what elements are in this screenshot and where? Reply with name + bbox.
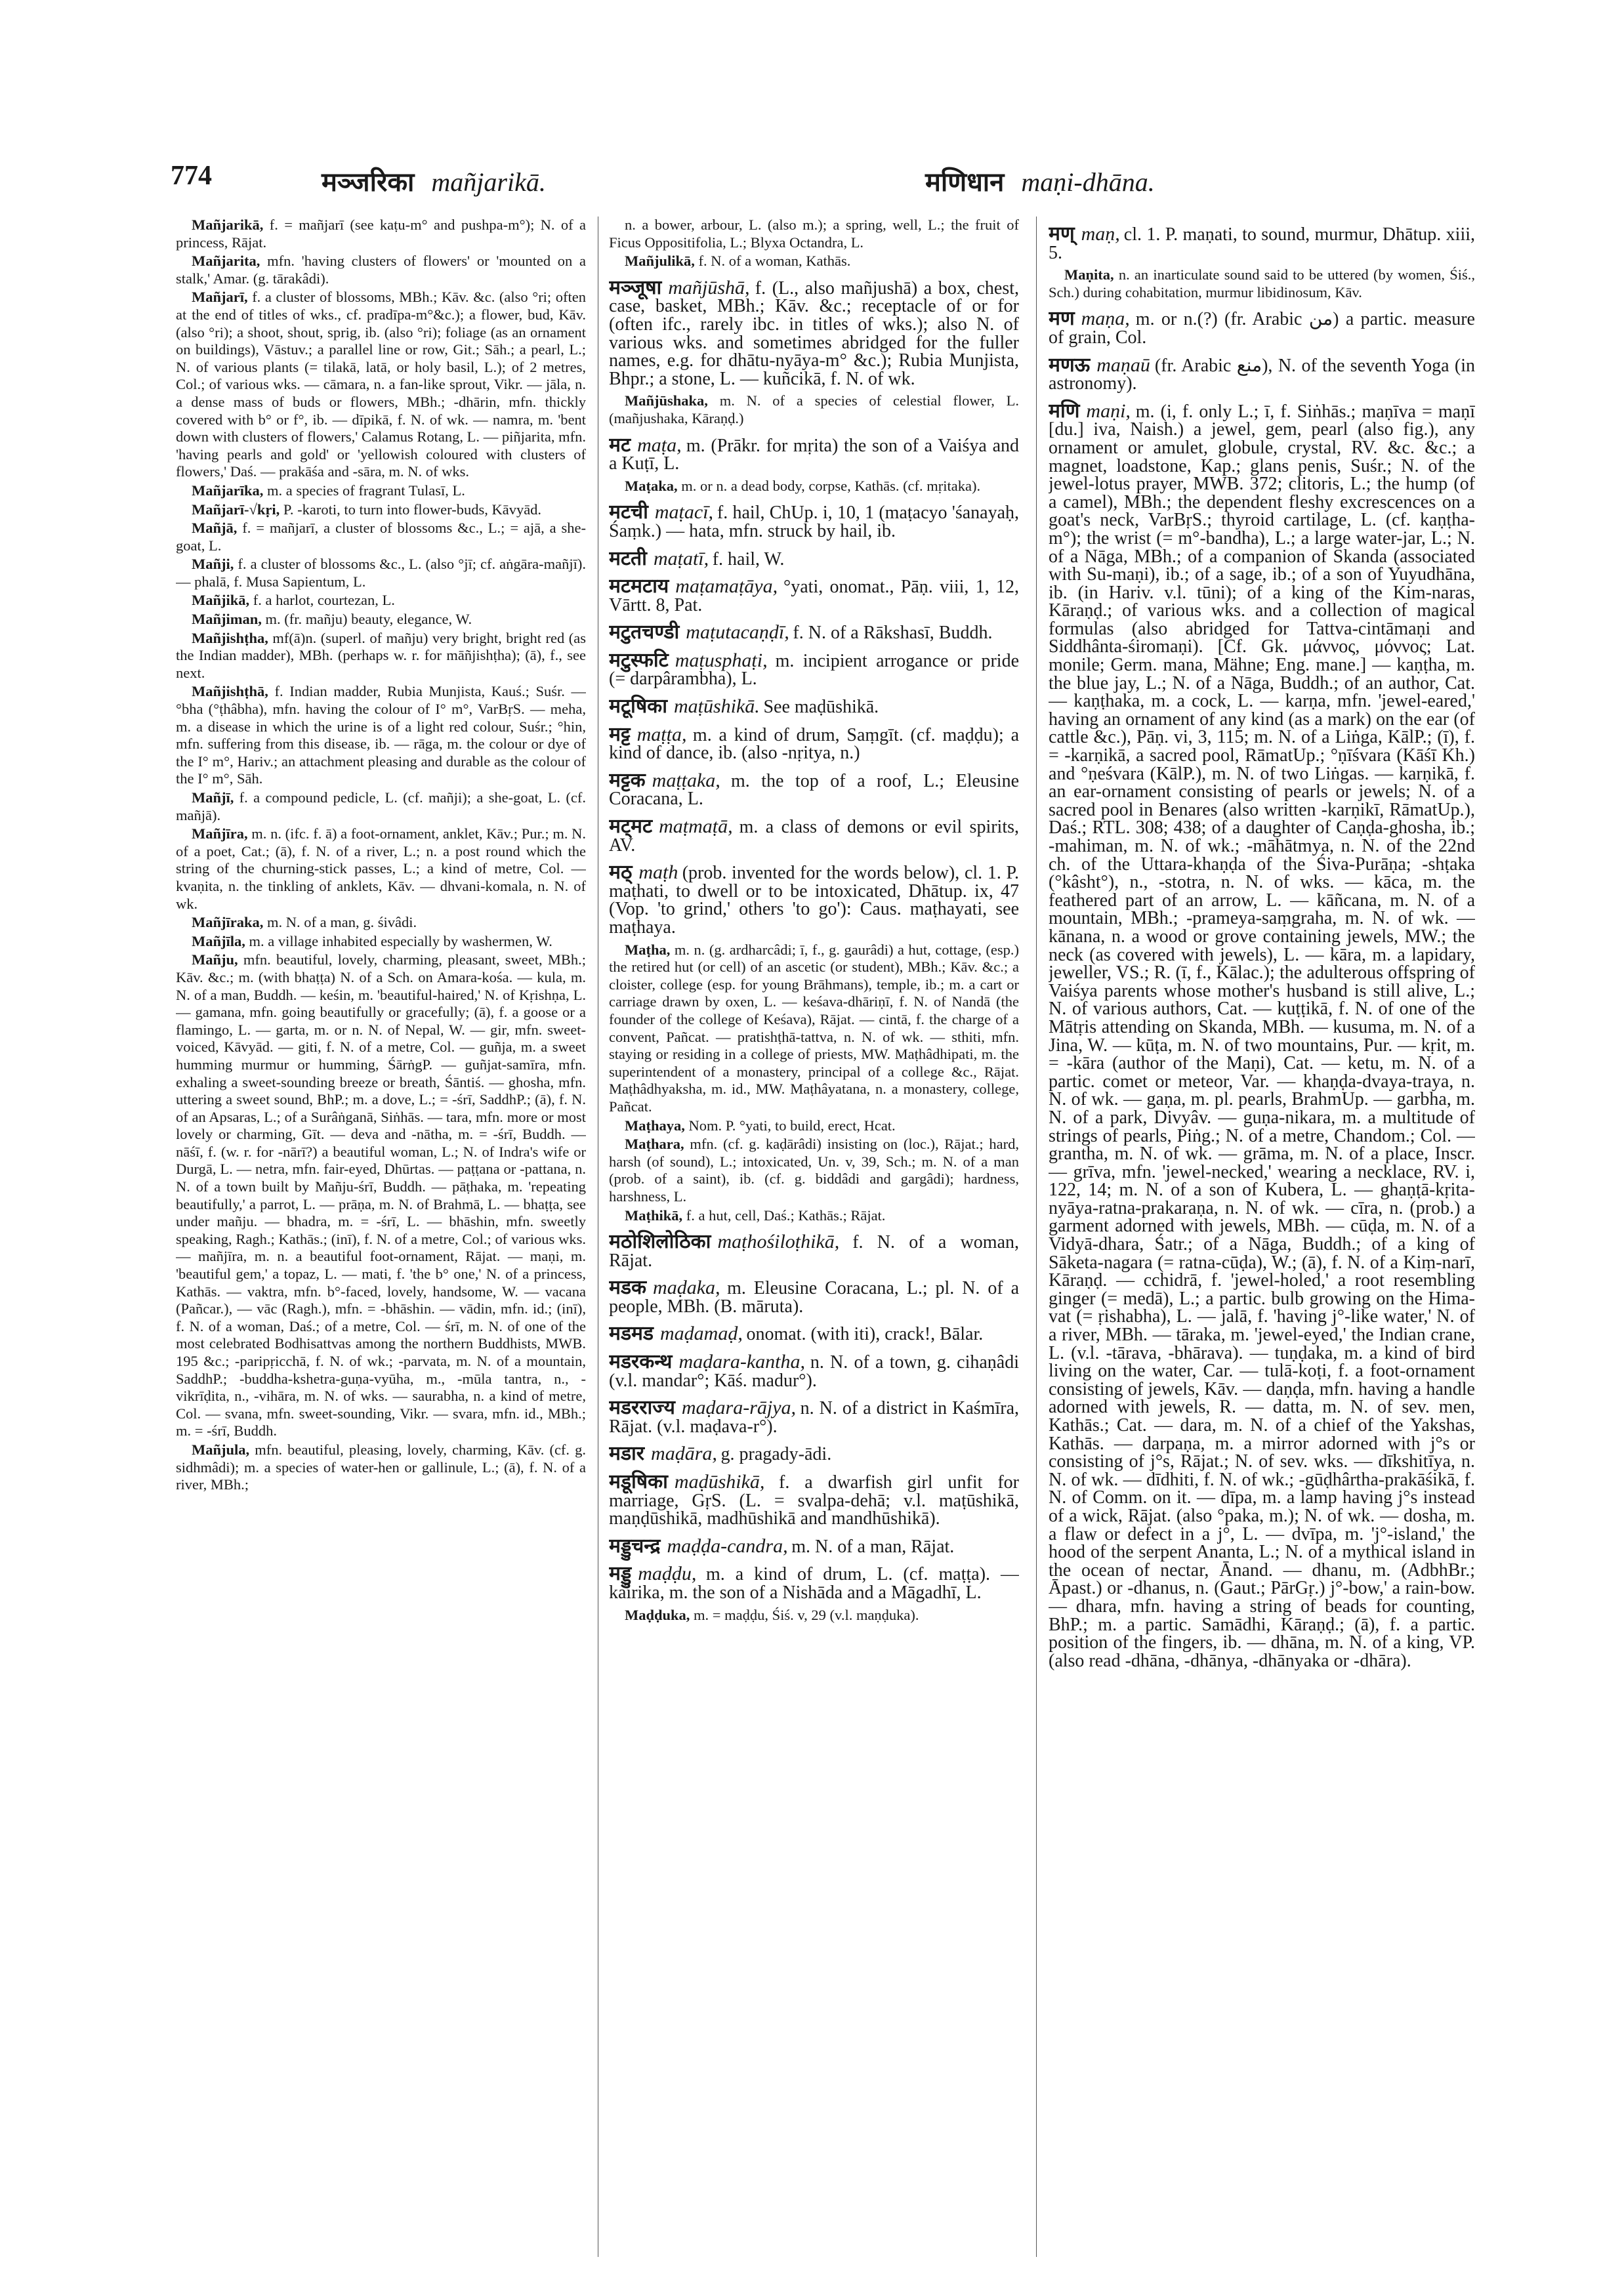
- entry-headword: Mañji,: [192, 556, 234, 573]
- entry-transliteration: maḍara-rājya,: [681, 1397, 797, 1419]
- dictionary-entry: [609, 575, 1019, 615]
- entry-definition: f. a cluster of blossoms &c., L. (also °jī; cf. aṅgāra-mañjī). — phalā, f. Musa Sapientum, L.: [176, 556, 586, 590]
- entry-headword: Mañjīraka,: [192, 914, 264, 931]
- column-3: [1049, 217, 1475, 2257]
- entry-definition: f. = mañjarī (see kaṭu-m° and pushpa-m°); N. of a princess, Rājat.: [176, 217, 586, 251]
- left-guide-translit: mañjarikā.: [431, 167, 546, 197]
- entry-definition: mfn. 'having clusters of flowers' or 'mounted on a stalk,' Amar. (g. tārakâdi).: [176, 253, 586, 287]
- dictionary-entry: [176, 683, 586, 788]
- entry-transliteration: maṭamaṭāya,: [675, 575, 778, 598]
- dictionary-entry: [609, 1471, 1019, 1529]
- dictionary-entry: [176, 914, 586, 932]
- dictionary-entry: [609, 392, 1019, 427]
- entry-definition: f. a harlot, courtezan, L.: [253, 592, 395, 609]
- entry-headword: Mañjishṭhā,: [192, 683, 268, 700]
- entry-devanagari: मणि: [1049, 400, 1080, 422]
- entry-headword: Mañjarīka,: [192, 482, 264, 499]
- right-guide-devanagari: मणिधान: [925, 167, 1005, 197]
- entry-devanagari: मट्मट: [609, 816, 653, 838]
- entry-transliteration: maḍūshikā,: [674, 1471, 765, 1493]
- entry-headword: Mañjūshaka,: [625, 392, 708, 409]
- left-guide-word: [322, 163, 546, 199]
- page-header: [171, 156, 1476, 202]
- entry-definition: f. a cluster of blossoms, MBh.; Kāv. &c. (also °ri; often at the end of titles of wks., cf. pradīpa-m°&c.); a flower, bud, Kāv. (also °ri); a shoot, shout, sprig, ib. (also °ri); foliage (as an ornament on buildings), Vāstuv.; a parallel line or row, Git.; Sāh.; a pearl, L.; N. of various plants (= tilakā, latā, or holy basil, L.); of 2 metres, Col.; of various wks. — cāmara, n. a fan-like sprout, Vikr. — jāla, n. a dense mass of buds or flowers, MBh.; -dhārin, mfn. thickly covered with b° or f°, ib. — dīpikā, f. N. of wk. — namra, m. 'bent down with clusters of flowers,' Calamus Rotang, L. — piñjarita, mfn. 'having pearls and gold' or 'yellowish coloured with clusters of flowers,' Daś. — prakāśa and -sāra, m. N. of wks.: [176, 289, 586, 480]
- dictionary-entry: [609, 941, 1019, 1116]
- entry-definition: f. a hut, cell, Daś.; Kathās.; Rājat.: [686, 1207, 886, 1224]
- dictionary-entry: [1049, 223, 1475, 263]
- entry-definition: Nom. P. °yati, to build, erect, Hcat.: [688, 1117, 896, 1134]
- entry-definition: m. a species of fragrant Tulasī, L.: [267, 482, 465, 499]
- entry-transliteration: maṇaū: [1096, 354, 1150, 376]
- entry-devanagari: मड्डुचन्द्र: [609, 1535, 661, 1557]
- entry-headword: Mañjarita,: [192, 253, 260, 270]
- entry-definition: m. or n. a dead body, corpse, Kathās. (cf. mṛitaka).: [681, 477, 981, 494]
- entry-transliteration: maṭatī,: [653, 547, 709, 569]
- page-number: 774: [171, 161, 212, 191]
- dictionary-entry: [609, 1399, 1019, 1436]
- entry-devanagari: मट: [609, 434, 631, 456]
- dictionary-entry: [609, 1233, 1019, 1270]
- dictionary-entry: [609, 434, 1019, 474]
- dictionary-entry: [176, 556, 586, 590]
- entry-devanagari: मठोशिलोठिका: [609, 1231, 711, 1253]
- entry-definition: m. incipient arrogance or pride (= darpârambha), L.: [609, 650, 1019, 690]
- entry-devanagari: मण: [1049, 308, 1075, 330]
- entry-transliteration: maṭmaṭā,: [659, 816, 733, 838]
- entry-definition: mfn. beautiful, lovely, charming, pleasant, sweet, MBh.; Kāv. &c.; m. (with bhaṭṭa) N. of a Sch. on Amara-kośa. — kula, m. N. of a man, Buddh. — keśin, m. 'beautiful-haired,' N. of Kṛishṇa, L. — gamana, mfn. going beautifully or gracefully; (ā), f. a goose or a flamingo, L. — garta, m. or n. N. of Nepal, W. — gir, mfn. sweet-voiced, Kāvyād. — giti, f. N. of a metre, Col. — guñja, m. a sweet humming murmur or humming, ŚārṅgP. — guñjat-samīra, mfn. exhaling a sweet-sounding breeze or breath, Śāntiś. — ghosha, mfn. uttering a sweet sound, BhP.; m. a dove, L.; = -śrī, SaddhP.; (ā), f. N. of an Apsaras, L.; of a Surâṅganā, Siṅhās. — tara, mfn. more or most lovely or charming, Gīt. — deva and -nātha, m. = -śrī, Buddh. — nāśī, f. (w. r. for -nārī?) a beautiful woman, L.; N. of Indra's wife or Durgā, L. — netra, mfn. fair-eyed, Dhūrtas. — paṭṭana or -pattana, n. N. of a town built by Mañju-śrī, Buddh. — pāṭhaka, m. 'repeating beautifully,' a parrot, L. — prāṇa, m. N. of Brahmā, L. — bhaṭṭa, see under mañju. — bhadra, m. = -śrī, L. — bhāshin, mfn. sweetly speaking, Ragh.; Kathās.; (inī), f. N. of a metre, Col.; of various wks. — mañjīra, m. n. a beautiful foot-ornament, Rājat. — maṇi, m. 'beautiful gem,' a topaz, L. — mati, f. 'the b° one,' N. of a princess, Kathās. — vaktra, mfn. b°-faced, lovely, handsome, W. — vacana (Pañcar.), — vāc (Ragh.), mfn. = -bhāshin. — vādin, mfn. id.; (inī), f. N. of a woman, Daś.; of a metre, Col. — śrī, m. N. of one of the most celebrated Bodhisattvas among the northern Buddhists, MWB. 195 &c.; -paripṛicchā, f. N. of wk.; -parvata, m. N. of a mountain, SaddhP.; -buddha-kshetra-guṇa-vyūha, m., -mūla tantra, n., -vikrīḍita, n., -vihāra, m. N. of wks. — saurabha, n. a kind of metre, Col. — svana, mfn. sweet-sounding, Vikr. — svara, mfn. id., MBh.; m. = -śrī, Buddh.: [176, 951, 586, 1439]
- entry-headword: Mañjiman,: [192, 611, 262, 628]
- entry-definition: m. Eleusine Coracana, L.; pl. N. of a people, MBh. (B. māruta).: [609, 1278, 1019, 1317]
- entry-definition: f. N. of a Rākshasī, Buddh.: [793, 623, 993, 644]
- dictionary-entry: [609, 1325, 1019, 1344]
- entry-definition: f. hail, W.: [712, 548, 785, 569]
- entry-headword: Maṭhara,: [625, 1136, 684, 1153]
- entry-devanagari: मठ्: [609, 861, 633, 884]
- entry-devanagari: मटुतचण्डी: [609, 621, 680, 644]
- entry-definition: (fr. Arabic منع), N. of the seventh Yoga (in astronomy).: [1049, 355, 1475, 394]
- entry-devanagari: मड्डु: [609, 1563, 632, 1585]
- entry-definition: m. (fr. mañju) beauty, elegance, W.: [265, 611, 472, 628]
- entry-definition: m. n. (ifc. f. ā) a foot-ornament, anklet, Kāv.; Pur.; m. N. of a poet, Cat.; (ā), f. N. of a river, L.; n. a post round which the string of the churning-stick passes, L.; a kind of metre, Col. — kvaṇita, n. the tinkling of anklets, Kāv. — dhvani-komala, n. N. of wk.: [176, 825, 586, 912]
- dictionary-entry: [609, 501, 1019, 541]
- entry-transliteration: maṭhośiloṭhikā,: [717, 1231, 840, 1253]
- entry-devanagari: मटुस्फटि: [609, 649, 669, 671]
- entry-devanagari: मञ्जूषा: [609, 276, 662, 299]
- right-guide-word: [925, 163, 1155, 199]
- column-divider: [1036, 217, 1037, 2257]
- dictionary-entry: [176, 520, 586, 554]
- entry-definition: mfn. beautiful, pleasing, lovely, charming, Kāv. (cf. g. sidhmâdi); m. a species of water-hen or gallinule, L.; (ā), f. N. of a river, MBh.;: [176, 1441, 586, 1493]
- dictionary-entry: [176, 253, 586, 287]
- entry-definition: f. a compound pedicle, L. (cf. mañji); a she-goat, L. (cf. mañjā).: [176, 789, 586, 823]
- dictionary-entry: [1049, 266, 1475, 301]
- entry-transliteration: maṭutacaṇḍī,: [686, 621, 789, 644]
- dictionary-entry: [609, 1607, 1019, 1624]
- dictionary-entry: [609, 1351, 1019, 1391]
- entry-transliteration: maḍara-kantha,: [678, 1351, 805, 1373]
- entry-transliteration: maḍḍa-candra,: [667, 1535, 788, 1557]
- dictionary-entry: [176, 789, 586, 824]
- entry-headword: Maṭaka,: [625, 477, 678, 494]
- entry-definition: f. Indian madder, Rubia Munjista, Kauś.; Suśr. — °bha (°ṭhâbha), mfn. having the colour of I° m°, VarBṛS. — meha, m. a disease in which the urine is of a light red colour, Suśr.; °hin, mfn. suffering from this disease, ib. — rāga, m. the colour or dye of the I° m°, Hariv.; an attachment pleasing and durable as the colour of the I° m°, Sāh.: [176, 683, 586, 787]
- entry-definition: f. = mañjarī, a cluster of blossoms &c., L.; = ajā, a she-goat, L.: [176, 520, 586, 554]
- entry-transliteration: maṭh: [638, 861, 678, 884]
- entry-devanagari: मटची: [609, 501, 648, 524]
- entry-definition: mfn. (cf. g. kaḍārâdi) insisting on (loc.), Rājat.; hard, harsh (of sound), L.; intoxicated, Un. v, 39, Sch.; m. N. of a man (prob. of a saint), ib. (cf. g. biddâdi and gargâdi); hardness, harshness, L.: [609, 1136, 1019, 1205]
- dictionary-entry: [609, 1535, 1019, 1557]
- entry-transliteration: maṭṭa,: [636, 723, 687, 745]
- dictionary-entry: [609, 621, 1019, 644]
- dictionary-entry: [1049, 354, 1475, 394]
- entry-headword: Maṭhikā,: [625, 1207, 683, 1224]
- dictionary-entry: [609, 818, 1019, 855]
- dictionary-entry: [609, 547, 1019, 569]
- entry-definition: m. N. of a species of celestial flower, L. (mañjushaka, Kāraṇḍ.): [609, 392, 1019, 426]
- entry-transliteration: maṭusphaṭi,: [675, 649, 768, 671]
- entry-headword: Mañjarī,: [192, 289, 248, 306]
- entry-transliteration: maḍḍu,: [638, 1563, 697, 1585]
- entry-devanagari: मडमड: [609, 1323, 654, 1345]
- entry-definition: m. the top of a roof, L.; Eleusine Coracana, L.: [609, 770, 1019, 810]
- dictionary-entry: [176, 1441, 586, 1494]
- entry-definition: n. a bower, arbour, L. (also m.); a spring, well, L.; the fruit of Ficus Oppositifolia, L.; Blyxa Octandra, L.: [609, 217, 1019, 251]
- left-guide-devanagari: मञ्जरिका: [322, 167, 415, 197]
- dictionary-entry: [609, 1207, 1019, 1225]
- entry-headword: Mañjīra,: [192, 825, 248, 842]
- dictionary-entry: [176, 482, 586, 500]
- column-2: [609, 217, 1019, 2257]
- entry-definition: m. a village inhabited especially by washermen, W.: [249, 932, 552, 949]
- entry-definition: n. N. of a district in Kaśmīra, Rājat. (v.l. maḍava-r°).: [609, 1398, 1019, 1437]
- entry-devanagari: मटमटाय: [609, 575, 669, 598]
- entry-headword: Mañjī,: [192, 789, 234, 806]
- entry-devanagari: मण्: [1049, 223, 1075, 245]
- entry-headword: Mañjishṭha,: [192, 629, 268, 646]
- entry-transliteration: mañjūshā,: [668, 276, 750, 299]
- dictionary-entry: [609, 1117, 1019, 1135]
- entry-transliteration: maṇ,: [1081, 223, 1120, 245]
- entry-devanagari: मटूषिका: [609, 695, 667, 718]
- dictionary-entry: [609, 649, 1019, 690]
- entry-headword: Maḍḍuka,: [625, 1606, 690, 1623]
- entry-devanagari: मडार: [609, 1443, 645, 1465]
- dictionary-entry: [176, 630, 586, 682]
- entry-definition: n. an inarticulate sound said to be uttered (by women, Śiś., Sch.) during cohabitation, murmur libidinosum, Kāv.: [1049, 266, 1475, 300]
- dictionary-entry: [176, 933, 586, 951]
- entry-definition: See maḍūshikā.: [763, 697, 879, 718]
- dictionary-entry: [176, 217, 586, 251]
- dictionary-entry: [609, 1136, 1019, 1205]
- entry-devanagari: मणऊ: [1049, 354, 1091, 376]
- dictionary-entry: [609, 1279, 1019, 1316]
- dictionary-columns: [176, 217, 1475, 2257]
- entry-definition: f. a dwarfish girl unfit for marriage, GṛS. (L. = svalpa-dehā; v.l. maṭūshikā, maṇḍūshikā, madhūshikā and mandhūshikā).: [609, 1472, 1019, 1529]
- entry-devanagari: मडरराज्य: [609, 1397, 675, 1419]
- entry-definition: mf(ā)n. (superl. of mañju) very bright, bright red (as the Indian madder), MBh. (perhaps w. r. for māñjishṭha); (ā), f., see next.: [176, 629, 586, 681]
- entry-definition: m. a kind of drum, L. (cf. maṭṭa). — kairika, m. the son of a Nishāda and a Māgadhī, L.: [609, 1564, 1019, 1603]
- entry-definition: cl. 1. P. maṇati, to sound, murmur, Dhātup. xiii, 5.: [1049, 224, 1475, 263]
- dictionary-entry: [609, 276, 1019, 389]
- dictionary-entry: [176, 825, 586, 913]
- entry-headword: Mañjikā,: [192, 592, 250, 609]
- dictionary-entry: [1049, 400, 1475, 1671]
- entry-headword: Mañjula,: [192, 1441, 250, 1458]
- entry-definition: m. (i, f. only L.; ī, f. Siṅhās.; maṇīva = maṇī [du.] iva, Naish.) a jewel, gem, pearl (also fig.), any ornament or amulet, globule, crystal, RV. &c. &c.; a magnet, loadstone, Kap.; glans penis, Suśr.; N. of the jewel-lotus prayer, MWB. 372; clitoris, L.; the hump (of a camel), MBh.; the dependent fleshy excrescences on a goat's neck, VarBṛS.; thyroid cartilage, L. (cf. kaṇṭha-m°); the wrist (= m°-bandha), L.; a large water-jar, L.; N. of a Nāga, MBh.; of a companion of Skanda (associated with Su-maṇi), ib.; of a sage, ib.; of a son of Yuyudhāna, ib. (in Hariv. v.l. tūni); of a king of the Kim-naras, Kāraṇḍ.; of various wks. and a collection of magical formulas (also abridged for Tattva-cintāmaṇi and Siddhânta-śiromaṇi). [Cf. Gk. μάννος, μόννος; Lat. monile; Germ. mana, Mähne; Eng. mane.] — kaṇṭha, m. the blue jay, L.; N. of a Nāga, Buddh.; of an author, Cat. — kaṇṭhaka, m. a cock, L. — karṇa, mfn. 'jewel-eared,' having an ornament of any kind (as a mark) on the ear (of cattle &c.), Pāṇ. vi, 3, 115; m. N. of a Liṅga, KālP.; (ī), f. = -karṇikā, a sacred pool, RāmatUp.; °ṇīśvara (Kāśī Kh.) and °ṇeśvara (KālP.), m. N. of two Liṅgas. — karṇikā, f. an ear-ornament consisting of pearls or jewels; N. of a sacred pool in Benares (also written -karṇikī, RāmatUp.), Daś.; RTL. 308; 438; of a daughter of Caṇḍa-ghosha, ib.; -mahiman, m. N. of wk.; -māhātmya, n. N. of the 22nd ch. of the Uttara-khaṇḍa of the Śiva-Purāṇa; -shṭaka (°kâsht°), n., -stotra, n. N. of wks. — kāca, m. the feathered part of an arrow, L. — kāñcana, m. N. of a mountain, MBh.; -prameya-saṃgraha, m. N. of wk. — kānana, n. a wood or grove containing jewels, MW.; the neck (as covered with jewels), L. — kāra, m. a lapidary, jeweller, VS.; R. (ī, f., Kālac.); the adulterous offspring of Vaiśya parents whose mother's husband is still alive, L.; N. of various authors, Cat. — kuṭṭikā, f. N. of one of the Mātṛis attending on Skanda, MBh. — kusuma, m. N. of a Jina, W. — kūṭa, m. N. of two mountains, Pur. — kṛit, m. = -kāra (author of the Maṇi), Cat. — ketu, m. N. of a partic. comet or meteor, Var. — khaṇḍa-dvaya-traya, n. N. of wk. — gaṇa, m. pl. pearls, BrahmUp. — garbha, m. N. of a park, Divyâv. — guṇa-nikara, m. a multitude of strings of pearls, Piṅg.; N. of a metre, Chandom.; Col. — grantha, m. N. of wk. — grāma, m. N. of a place, Inscr. — grīva, mfn. 'jewel-necked,' wearing a necklace, RV. i, 122, 14; m. N. of a son of Kubera, L. — ghaṇṭā-kṛita-nyāya-ratna-prakaraṇa, n. N. of wk. — cīra, n. (prob.) a garment adorned with jewels, MBh. — cūḍa, m. N. of a Vidyā-dhara, Śatr.; of a Nāga, Buddh.; of a king of Sāketa-nagara (= ratna-cūḍa), W.; (ā), f. N. of a Kiṃ-narī, Kāraṇḍ. — cchidrā, f. 'jewel-holed,' a root resembling ginger (= medā), L.; a partic. bulb growing on the Hima-vat (= ṛishabha), L. — jalā, f. 'having j°-like water,' N. of a river, MBh. — tāraka, m. 'jewel-eyed,' the Indian crane, L. (v.l. -tārava, -bhārava). — tuṇḍaka, m. a kind of bird living on the water, Car. — tulā-koṭi, f. a foot-ornament consisting of jewels, Kāv. — daṇḍa, mfn. having a handle adorned with jewels, R. — datta, m. N. of sev. men, Kathās.; Cat. — dara, m. N. of a chief of the Yakshas, Kathās. — darpaṇa, m. a mirror adorned with j°s or consisting of j°s, Rājat.; N. of sev. wks. — dīkshitīya, n. N. of wk. — dīdhiti, f. N. of wk.; -gūḍhârtha-prakāśikā, f. N. of Comm. on it. — dīpa, m. a lamp having j°s instead of a wick, Rājat. (also °paka, m.); N. of wk. — dosha, m. a flaw or defect in a j°, L. — dvīpa, m. 'j°-island,' the hood of the serpent Ananta, L.; N. of a mythical island in the ocean of nectar, Ānand. — dhanu, m. (AdbhBr.; Āpast.) or -dhanus, n. (Gaut.; PārGṛ.) j°-bow,' a rain-bow. — dhara, mfn. having a string of beads for counting, BhP.; m. a partic. Samādhi, Kāraṇḍ.; (ā), f. a partic. position of the fingers, ib. — dhāna, m. N. of a king, VP. (also read -dhāna, -dhānya, -dhānyaka or -dhāra).: [1049, 401, 1475, 1671]
- entry-definition: (prob. invented for the words below), cl. 1. P. maṭhati, to dwell or to be intoxicated, Dhātup. ix, 47 (Vop. 'to grind,' others 'to go'): Caus. maṭhayati, see maṭhaya.: [609, 863, 1019, 938]
- entry-definition: onomat. (with iti), crack!, Bālar.: [746, 1324, 984, 1345]
- entry-definition: f. N. of a woman, Rājat.: [609, 1232, 1019, 1271]
- entry-definition: m. or n.(?) (fr. Arabic من) a partic. measure of grain, Col.: [1049, 309, 1475, 348]
- entry-definition: m. N. of a man, g. śivâdi.: [267, 914, 417, 931]
- entry-headword: Maṭha,: [625, 941, 671, 958]
- right-guide-translit: maṇi-dhāna.: [1021, 167, 1155, 197]
- entry-definition: g. pragady-ādi.: [720, 1444, 832, 1465]
- entry-headword: Maṭhaya,: [625, 1117, 685, 1134]
- dictionary-entry: [609, 217, 1019, 251]
- entry-devanagari: मडक: [609, 1277, 647, 1299]
- entry-transliteration: maṇi,: [1086, 400, 1131, 422]
- entry-devanagari: मडूषिका: [609, 1471, 668, 1493]
- entry-headword: Mañjarī-√kṛi,: [192, 501, 280, 518]
- entry-transliteration: maḍamaḍ,: [659, 1323, 743, 1345]
- entry-headword: Mañjarikā,: [192, 217, 264, 233]
- entry-transliteration: maṭūshikā.: [673, 695, 760, 718]
- dictionary-entry: [1049, 310, 1475, 347]
- entry-definition: °yati, onomat., Pāṇ. viii, 1, 12, Vārtt. 8, Pat.: [609, 577, 1019, 615]
- entry-definition: m. (Prākr. for mṛita) the son of a Vaiśya and a Kuṭī, L.: [609, 435, 1019, 474]
- entry-headword: Mañjīla,: [192, 932, 245, 949]
- entry-definition: f. hail, ChUp. i, 10, 1 (maṭacyo 'śanayaḥ, Śaṃk.) — hata, mfn. struck by hail, ib.: [609, 503, 1019, 541]
- dictionary-entry: [609, 769, 1019, 810]
- dictionary-entry: [176, 501, 586, 519]
- entry-devanagari: मटती: [609, 547, 647, 569]
- dictionary-entry: [176, 611, 586, 629]
- dictionary-entry: [609, 253, 1019, 270]
- column-1: [176, 217, 586, 2257]
- dictionary-entry: [609, 478, 1019, 495]
- entry-transliteration: maṭacī,: [654, 501, 714, 524]
- entry-devanagari: मडरकन्थ: [609, 1351, 673, 1373]
- entry-headword: Maṇita,: [1064, 266, 1114, 283]
- dictionary-entry: [609, 861, 1019, 938]
- entry-transliteration: maṭa,: [637, 434, 682, 456]
- entry-headword: Mañjā,: [192, 520, 238, 537]
- entry-transliteration: maṭṭaka,: [652, 769, 720, 791]
- entry-definition: P. -karoti, to turn into flower-buds, Kāvyād.: [283, 501, 542, 518]
- entry-definition: m. a kind of drum, Saṃgīt. (cf. maḍḍu); a kind of dance, ib. (also -nṛitya, n.): [609, 724, 1019, 764]
- dictionary-entry: [176, 951, 586, 1440]
- dictionary-entry: [609, 695, 1019, 718]
- entry-definition: m. n. (g. ardharcâdi; ī, f., g. gaurâdi) a hut, cottage, (esp.) the retired hut (or cell) of an ascetic (or student), MBh.; Kāv. &c.; a cloister, college (esp. for young Brāhmans), temple, ib.; m. a cart or carriage drawn by oxen, L. — keśava-dhāriṇī, f. N. of Nandā (the founder of the college of Keśava), Rājat. — cintā, f. the charge of a convent, Pañcat. — pratishṭhā-tattva, n. N. of wk. — sthiti, mfn. staying or residing in a college of priests, MW. Maṭhâdhipati, m. the superintendent of a monastery, principal of a college &c., Rājat. Maṭhâdhyaksha, m. id., MW. Maṭhâyatana, n. a monastery, college, Pañcat.: [609, 941, 1019, 1115]
- dictionary-entry: [609, 1565, 1019, 1602]
- entry-headword: Mañjulikā,: [625, 253, 695, 270]
- entry-devanagari: मट्टक: [609, 769, 646, 791]
- entry-transliteration: maḍāra,: [651, 1443, 717, 1465]
- dictionary-entry: [176, 289, 586, 481]
- entry-transliteration: maḍaka,: [653, 1277, 720, 1299]
- dictionary-entry: [609, 723, 1019, 764]
- entry-headword: Mañju,: [192, 951, 238, 968]
- entry-definition: n. N. of a town, g. cihaṇâdi (v.l. mandar°; Kāś. madur°).: [609, 1352, 1019, 1391]
- entry-definition: m. a class of demons or evil spirits, AV.: [609, 817, 1019, 856]
- dictionary-entry: [609, 1445, 1019, 1464]
- entry-definition: f. N. of a woman, Kathās.: [698, 253, 851, 270]
- dictionary-entry: [176, 592, 586, 610]
- entry-transliteration: maṇa,: [1081, 308, 1130, 330]
- entry-definition: m. = maḍḍu, Śiś. v, 29 (v.l. maṇḍuka).: [694, 1606, 919, 1623]
- entry-devanagari: मट्ट: [609, 723, 631, 745]
- entry-definition: f. (L., also mañjushā) a box, chest, case, basket, MBh.; Kāv. &c.; receptacle of or for (often ifc., rarely ibc. in titles of wks.); also N. of various wks. and sometimes abridged for the fuller names, e.g. for dhātu-nyāya-m° &c.); Rubia Munjista, Bhpr.; a stone, L. — kuñcikā, f. N. of wk.: [609, 278, 1019, 389]
- entry-definition: m. N. of a man, Rājat.: [791, 1536, 955, 1557]
